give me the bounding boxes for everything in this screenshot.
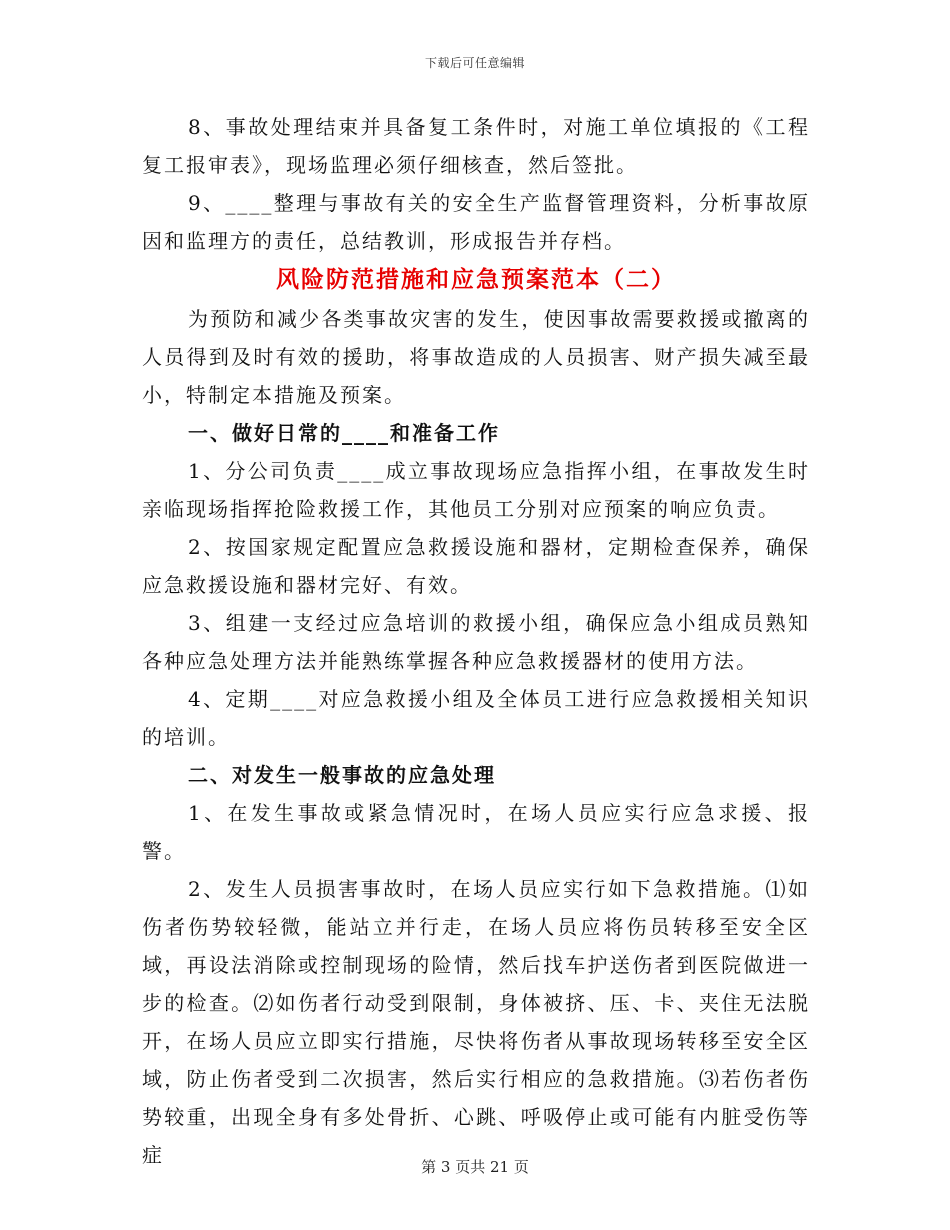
section-1-item-2: 2、按国家规定配置应急救援设施和器材，定期检查保养，确保应急救援设施和器材完好、有效。 [142,535,810,597]
page-header: 下载后可任意编辑 [424,56,525,70]
section-2-item-1: 1、在发生事故或紧急情况时，在场人员应实行应急求援、报警。 [142,801,810,863]
document-body [142,108,810,1174]
paragraph-item-8: 8、事故处理结束并具备复工条件时，对施工单位填报的《工程复工报审表》，现场监理必须仔细核查，然后签批。 [142,115,810,177]
paragraph-item-9: 9、____整理与事故有关的安全生产监督管理资料，分析事故原因和监理方的责任，总结教训，形成报告并存档。 [142,191,810,253]
intro-paragraph: 为预防和减少各类事故灾害的发生，使因事故需要救援或撤离的人员得到及时有效的援助，将事故造成的人员损害、财产损失减至最小，特制定本措施及预案。 [142,307,810,407]
section-2-heading: 二、对发生一般事故的应急处理 [188,763,496,787]
section-2-item-2: 2、发生人员损害事故时，在场人员应实行如下急救措施。⑴如伤者伤势较轻微，能站立并行走，在场人员应将伤员转移至安全区域，再设法消除或控制现场的险情，然后找车护送伤者到医院做进一步的检查。⑵如伤者行动受到限制，身体被挤、压、卡、夹住无法脱开，在场人员应立即实行措施，尽快将伤者从事故现场转移至安全区域，防止伤者受到二次损害，然后实行相应的急救措施。⑶若伤者伤势较重，出现全身有多处骨折、心跳、呼吸停止或可能有内脏受伤等症 [142,877,810,1167]
section-1-heading: 一、做好日常的____和准备工作 [188,421,500,445]
section-1-item-4: 4、定期____对应急救援小组及全体员工进行应急救援相关知识的培训。 [142,687,810,749]
section-1-item-1: 1、分公司负责____成立事故现场应急指挥小组，在事故发生时亲临现场指挥抢险救援工作，其他员工分别对应预案的响应负责。 [142,459,810,521]
page-footer: 第 3 页共 21 页 [421,1158,529,1176]
section-1-item-3: 3、组建一支经过应急培训的救援小组，确保应急小组成员熟知各种应急处理方法并能熟练掌握各种应急救援器材的使用方法。 [142,611,810,673]
document-title: 风险防范措施和应急预案范本（二） [276,267,676,293]
